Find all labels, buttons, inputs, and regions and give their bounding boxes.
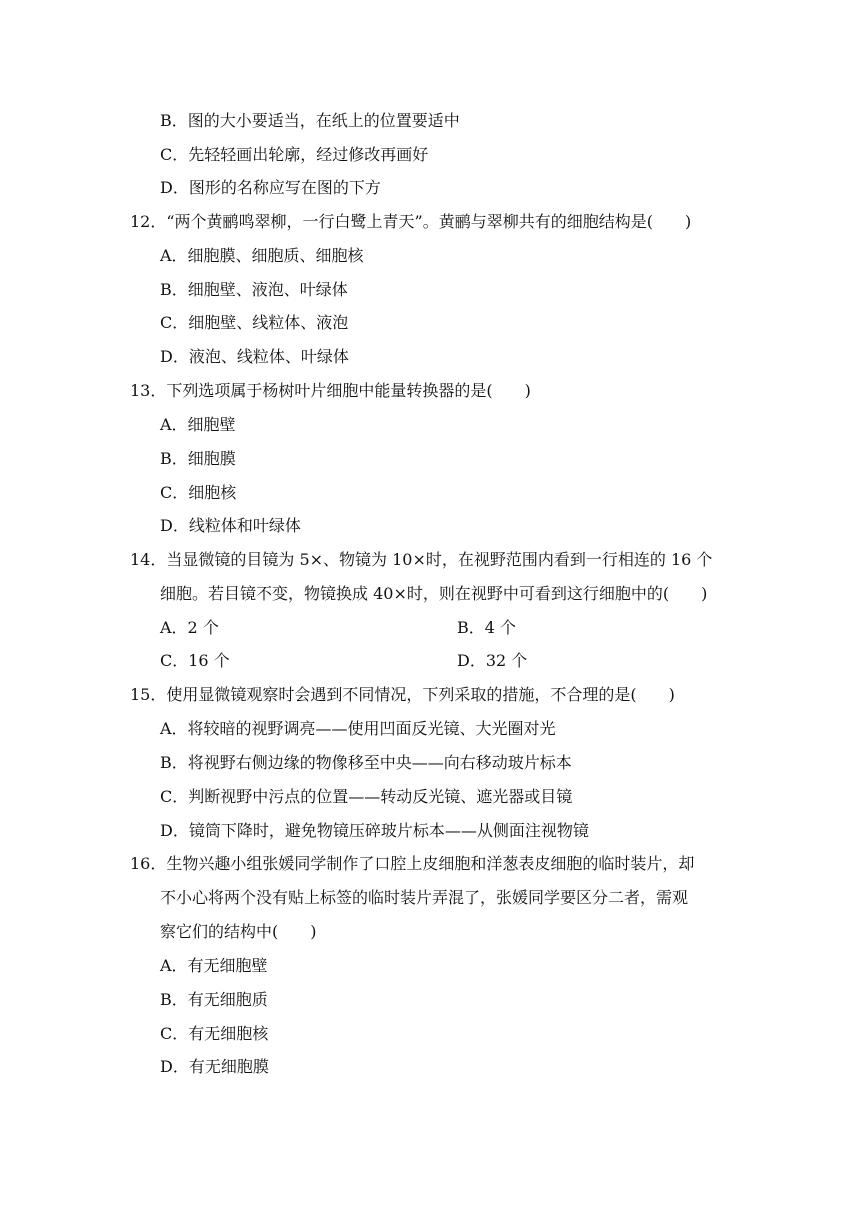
q14-option-b: B．4 个 xyxy=(457,618,517,637)
q15-option-b: B．将视野右侧边缘的物像移至中央——向右移动玻片标本 xyxy=(160,753,572,772)
q12-option-c: C．细胞壁、线粒体、液泡 xyxy=(160,313,349,332)
q13-option-a: A．细胞壁 xyxy=(160,415,236,434)
q11-option-d: D．图形的名称应写在图的下方 xyxy=(160,178,381,197)
q16-stem-line-1: 16．生物兴趣小组张媛同学制作了口腔上皮细胞和洋葱表皮细胞的临时装片，却 xyxy=(130,854,695,873)
q16-stem-line-2: 不小心将两个没有贴上标签的临时装片弄混了，张媛同学要区分二者，需观 xyxy=(160,888,689,907)
q13-option-c: C．细胞核 xyxy=(160,483,237,502)
q16-option-d: D．有无细胞膜 xyxy=(160,1057,269,1076)
q16-option-a: A．有无细胞壁 xyxy=(160,956,268,975)
q15-option-c: C．判断视野中污点的位置——转动反光镜、遮光器或目镜 xyxy=(160,787,573,806)
q11-option-c: C．先轻轻画出轮廓，经过修改再画好 xyxy=(160,145,429,164)
q13-option-d: D．线粒体和叶绿体 xyxy=(160,516,301,535)
q16-option-b: B．有无细胞质 xyxy=(160,990,268,1009)
q11-option-b: B．图的大小要适当，在纸上的位置要适中 xyxy=(160,111,460,130)
q13-stem: 13．下列选项属于杨树叶片细胞中能量转换器的是( ) xyxy=(130,381,531,400)
q12-option-b: B．细胞壁、液泡、叶绿体 xyxy=(160,280,348,299)
q12-option-d: D．液泡、线粒体、叶绿体 xyxy=(160,347,349,366)
q16-option-c: C．有无细胞核 xyxy=(160,1024,269,1043)
q14-option-c: C．16 个 xyxy=(160,651,230,670)
q12-option-a: A．细胞膜、细胞质、细胞核 xyxy=(160,246,364,265)
q15-stem: 15．使用显微镜观察时会遇到不同情况，下列采取的措施，不合理的是( ) xyxy=(130,685,675,704)
q15-option-d: D．镜筒下降时，避免物镜压碎玻片标本——从侧面注视物镜 xyxy=(160,821,589,840)
q16-stem-line-3: 察它们的结构中( ) xyxy=(160,922,317,941)
q14-stem-line-2: 细胞。若目镜不变，物镜换成 40×时，则在视野中可看到这行细胞中的( ) xyxy=(160,584,708,603)
q12-stem: 12．“两个黄鹂鸣翠柳，一行白鹭上青天”。黄鹂与翠柳共有的细胞结构是( ) xyxy=(130,212,692,231)
q14-option-d: D．32 个 xyxy=(457,651,528,670)
q14-option-a: A．2 个 xyxy=(160,618,219,637)
q14-stem-line-1: 14．当显微镜的目镜为 5×、物镜为 10×时，在视野范围内看到一行相连的 16 个 xyxy=(130,550,713,569)
q13-option-b: B．细胞膜 xyxy=(160,449,236,468)
q15-option-a: A．将较暗的视野调亮——使用凹面反光镜、大光圈对光 xyxy=(160,719,556,738)
